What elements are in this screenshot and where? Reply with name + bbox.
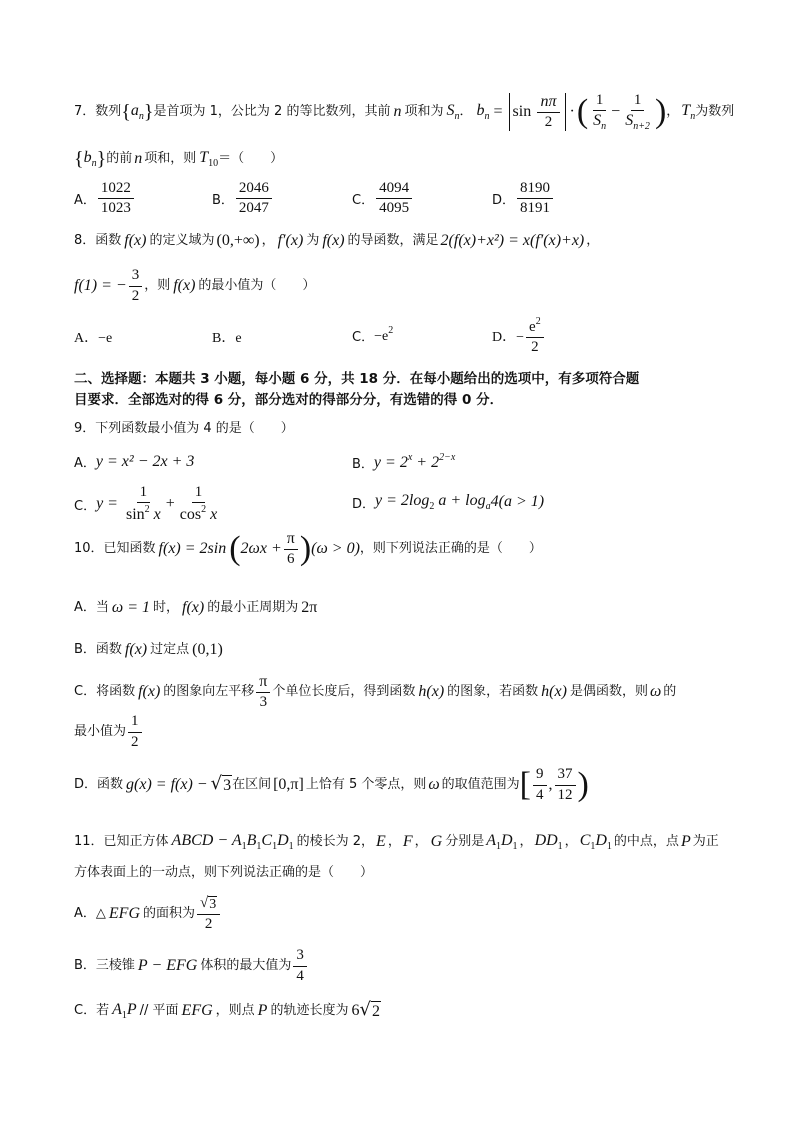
q7-abs-sin: sin $\frac{n\pi}{2}$ <box>509 93 566 132</box>
q8-option-d[interactable]: D．− $\frac{e^2}{2}$ <box>492 316 546 357</box>
q10-option-c-line2: 最小值为 $\frac{1}{2}$ <box>74 712 734 752</box>
q9-option-b[interactable]: B． $y = 2^x + 2^{2-x}$ <box>352 452 456 472</box>
q7-text: 是首项为 1，公比为 2 的等比数列，其前 <box>153 103 391 119</box>
q11-option-b[interactable]: B．三棱锥 P − EFG 体积的最大值为 $\frac{3}{4}$ <box>74 946 734 986</box>
q11-line2: 方体表面上的一动点，则下列说法正确的是（ ） <box>74 864 374 880</box>
q7-option-b[interactable]: B． $\frac{2046}{2047}$ <box>212 180 274 218</box>
q10-stem: 10．已知函数 f(x) = 2sin ( 2ωx + $\frac{\pi}{6}$ ) (ω > 0) ，则下列说法正确的是（ ） <box>74 529 542 568</box>
q11-line1: 11．已知正方体 ABCD − $A_1B_1C_1D_1$ 的棱长为 2， E ， F ， G 分别是 $A_1D_1$ ， $DD_1$ ， $C_1D_1$ 的中点，点 P 为正 <box>74 831 719 852</box>
section-2-line2: 目要求．全部选对的得 6 分，部分选对的得部分分，有选错的得 0 分． <box>74 391 504 408</box>
q7-line2: { $b_n$ } 的前 n 项和，则 $T_{10}$ ＝（ ） <box>74 147 284 170</box>
q9-option-a[interactable]: A． y = x² − 2x + 3 <box>74 452 195 471</box>
q10-option-b[interactable]: B．函数 f(x) 过定点 (0,1) <box>74 641 223 658</box>
q7-option-d[interactable]: D． $\frac{8190}{8191}$ <box>492 180 555 218</box>
q7-option-c[interactable]: C． $\frac{4094}{4095}$ <box>352 180 414 218</box>
q8-line1: 8．函数 f(x) 的定义域为 (0,+∞) ， f′(x) 为 f(x) 的导函数，满足 2(f(x)+x²) = x(f′(x)+x) ， <box>74 232 600 249</box>
q11-option-a[interactable]: A．△ EFG 的面积为 √ 3 2 <box>74 892 734 936</box>
q10-option-c[interactable]: C．将函数 f(x) 的图象向左平移 $\frac{\pi}{3}$ 个单位长度后，得到函数 h(x) 的图象，若函数 h(x) 是偶函数，则 ω 的 <box>74 672 677 711</box>
q9-option-c[interactable]: C． y = $\frac{1}{\sin^2 x}$ + $\frac{1}{\cos^2 x}$ <box>74 484 218 524</box>
q7-option-a[interactable]: A． $\frac{1022}{1023}$ <box>74 180 136 218</box>
q8-option-b[interactable]: B．e <box>212 331 242 346</box>
q10-option-a[interactable]: A．当 ω = 1 时， f(x) 的最小正周期为 2π <box>74 599 318 616</box>
section-2-line1: 二、选择题：本题共 3 小题，每小题 6 分，共 18 分．在每小题给出的选项中，有多项符合题 <box>74 371 640 387</box>
q7-text: 7．数列 <box>74 103 122 119</box>
q11-option-c[interactable]: C．若 $A_1P$ // 平面 EFG ，则点 P 的轨迹长度为 6 √ 2 <box>74 998 380 1021</box>
q10-option-d[interactable]: D．函数 g(x) = f(x) − √ 3 在区间 [0,π] 上恰有 5 个零点，则 ω 的取值范围为 [ $\frac{9}{4}$ , $\frac{37}{12}$ ) <box>74 766 589 803</box>
q8-option-c[interactable]: C． $-e^2$ <box>352 325 394 345</box>
section-2-heading <box>74 369 734 411</box>
q7-seq-a: a <box>130 101 139 119</box>
q8-line2: f(1) = − $\frac{3}{2}$ ，则 f(x) 的最小值为（ ） <box>74 267 316 304</box>
q7-line1: 7．数列 { $a_n$ } 是首项为 1，公比为 2 的等比数列，其前 n 项和为 $S_n$ ． $b_n$ = sin $\frac{n\pi}{2}$ · ( $\frac{1}{S_n}$ − $\frac{1}{S_{n+2}}$ ) ， $T_n$ 为数列 <box>74 91 735 132</box>
q9-option-d[interactable]: D． $y = 2\log_2$ $a + \log_a$ 4(a > 1) <box>352 492 545 512</box>
q9-stem: 9．下列函数最小值为 4 的是（ ） <box>74 420 294 436</box>
q8-option-a[interactable]: A．−e <box>74 331 113 346</box>
